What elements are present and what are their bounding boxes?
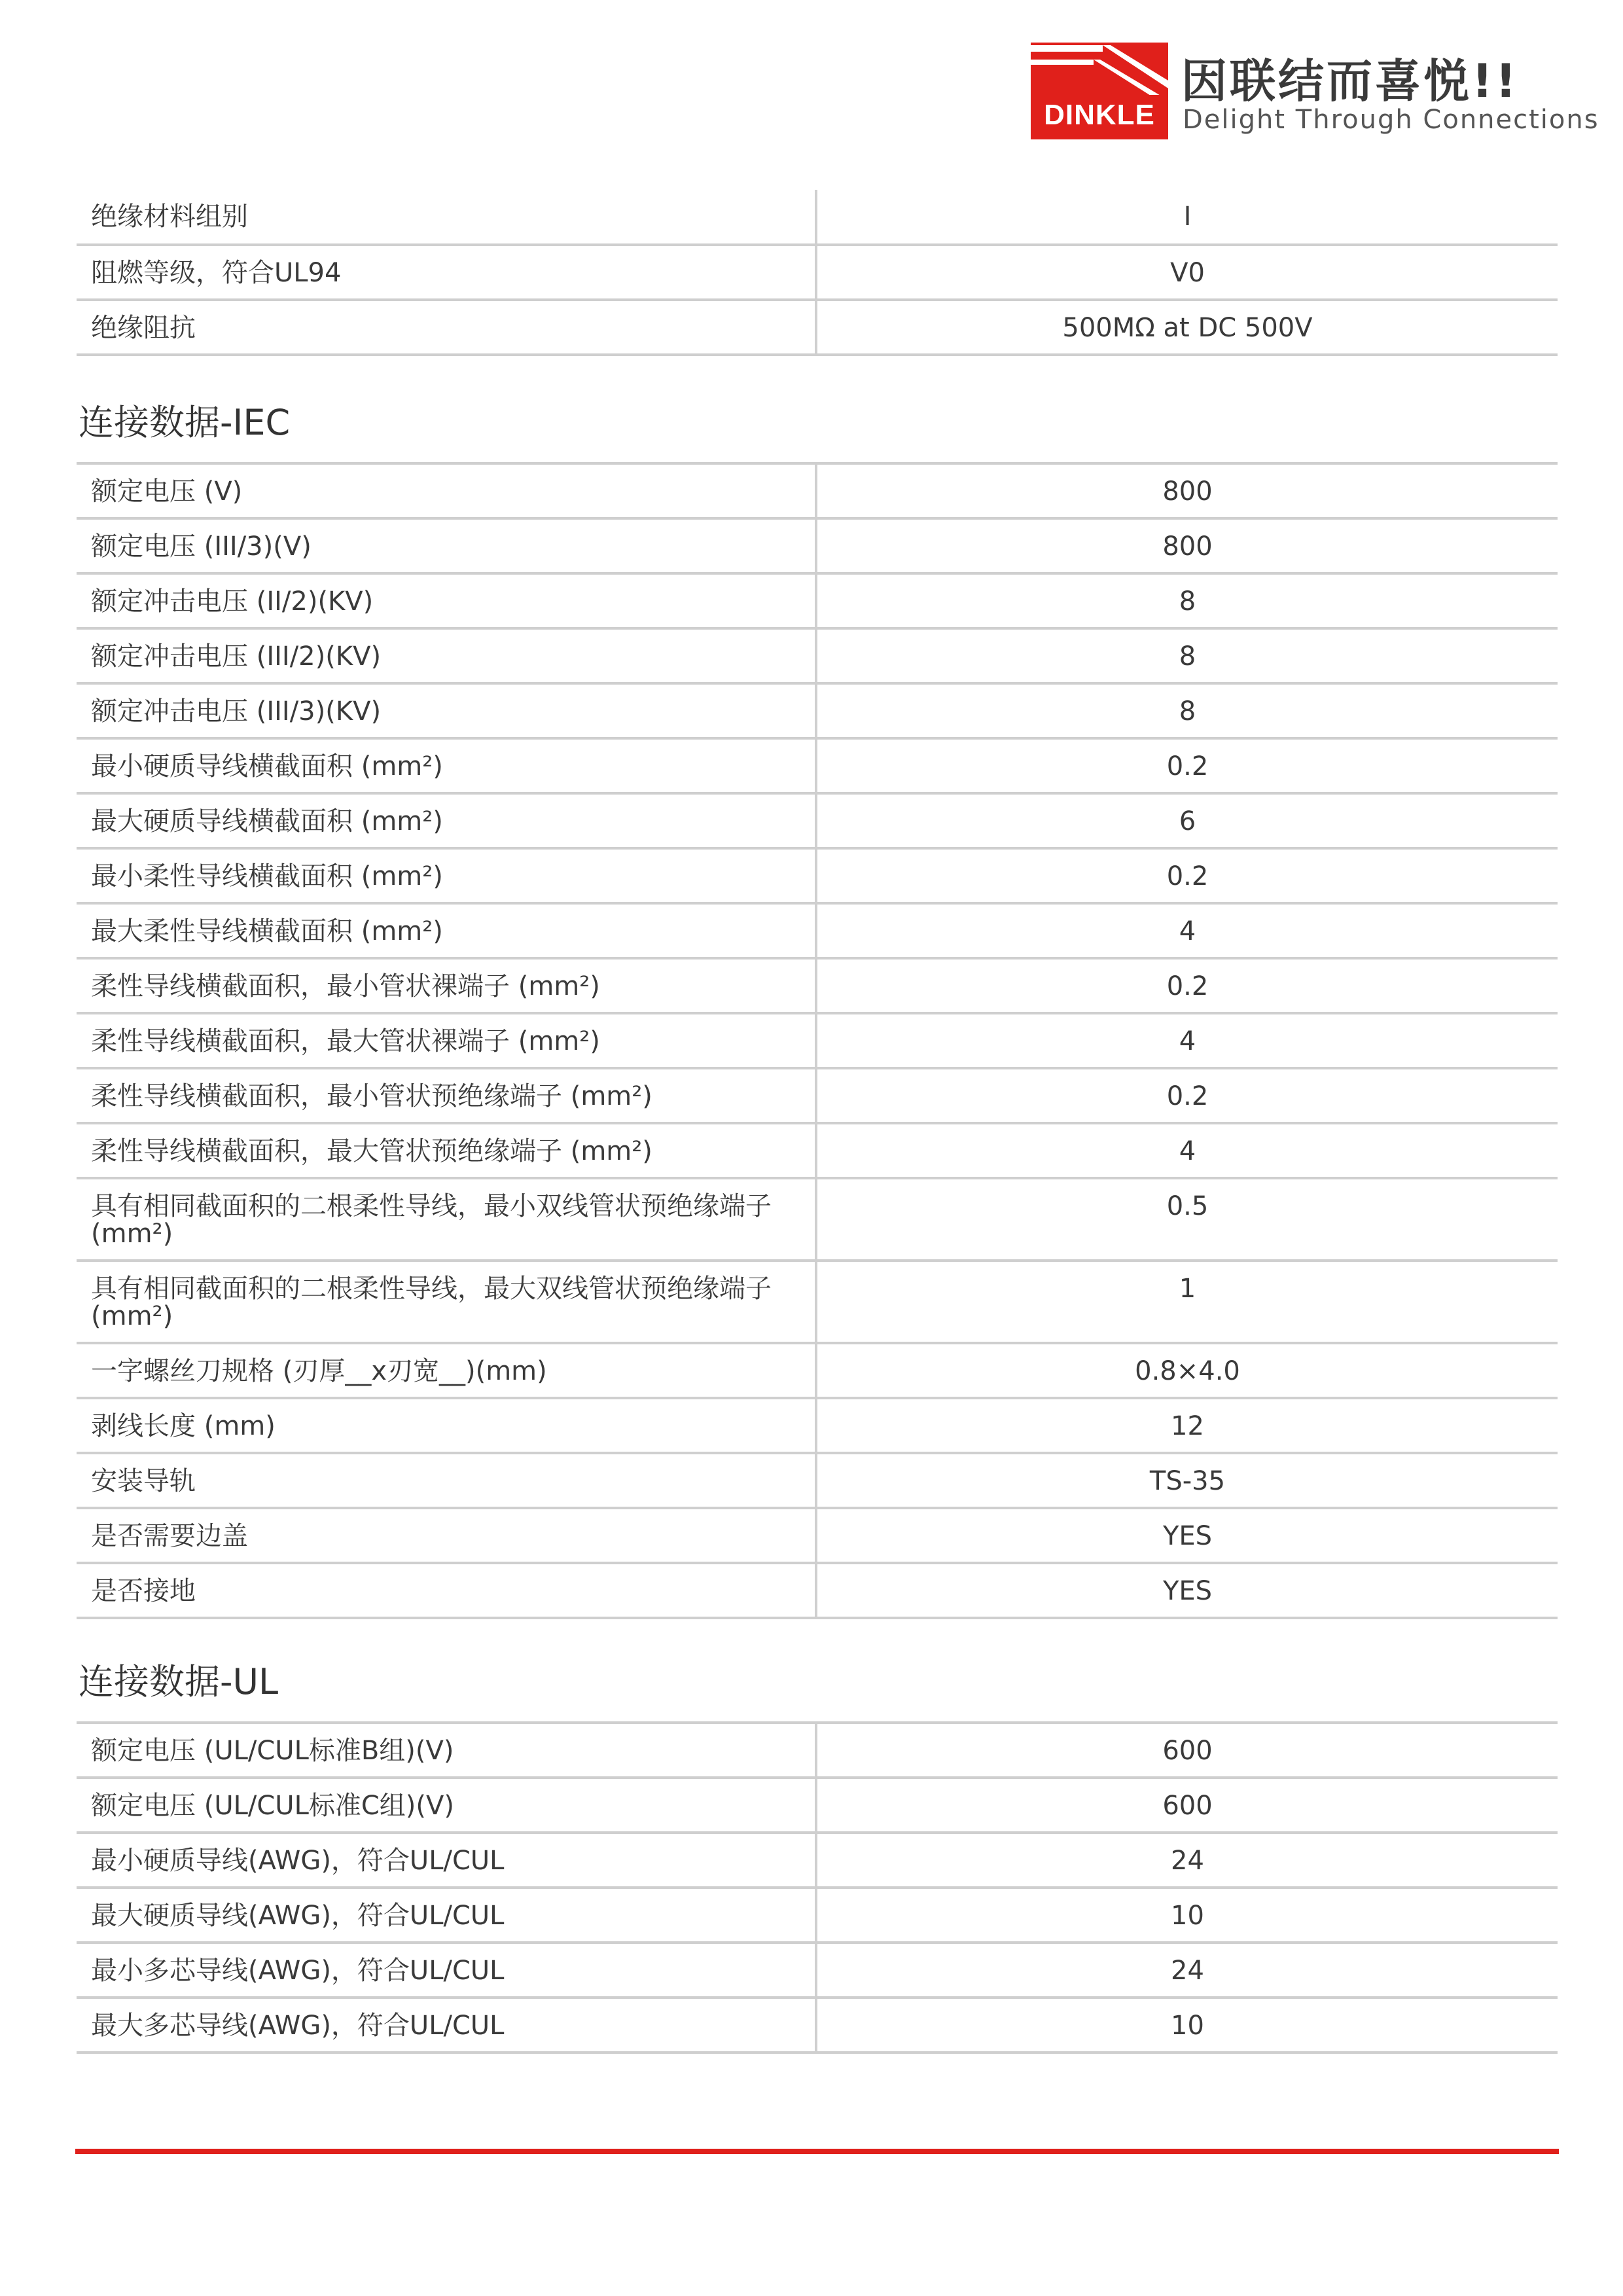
spec-value: 8 bbox=[816, 628, 1558, 683]
table-row bbox=[77, 1563, 1558, 1618]
table-row bbox=[77, 1013, 1558, 1068]
spec-label: 柔性导线横截面积，最小管状预绝缘端子 (mm²) bbox=[77, 1068, 816, 1123]
spec-value: V0 bbox=[816, 245, 1558, 300]
spec-label: 一字螺丝刀规格 (刃厚__x刃宽__)(mm) bbox=[77, 1343, 816, 1398]
logo-stripes-icon bbox=[1031, 43, 1168, 95]
table-row bbox=[77, 1723, 1558, 1778]
table-row bbox=[77, 1508, 1558, 1563]
spec-label: 绝缘阻抗 bbox=[77, 300, 816, 355]
spec-value: 4 bbox=[816, 1013, 1558, 1068]
spec-value: 6 bbox=[816, 793, 1558, 848]
spec-label: 额定冲击电压 (II/2)(KV) bbox=[77, 573, 816, 628]
spec-label: 阻燃等级，符合UL94 bbox=[77, 245, 816, 300]
spec-value: 0.2 bbox=[816, 848, 1558, 903]
spec-value: TS-35 bbox=[816, 1453, 1558, 1508]
spec-label: 是否接地 bbox=[77, 1563, 816, 1618]
spec-label: 安装导轨 bbox=[77, 1453, 816, 1508]
spec-value: 4 bbox=[816, 1123, 1558, 1178]
table-row bbox=[77, 573, 1558, 628]
footer-divider bbox=[75, 2149, 1559, 2154]
spec-label: 最大硬质导线横截面积 (mm²) bbox=[77, 793, 816, 848]
slogan-chinese: 因联结而喜悦!! bbox=[1181, 54, 1519, 108]
spec-label: 额定冲击电压 (III/2)(KV) bbox=[77, 628, 816, 683]
spec-value: 4 bbox=[816, 903, 1558, 958]
spec-value: 0.5 bbox=[816, 1178, 1558, 1261]
table-row bbox=[77, 190, 1558, 245]
spec-value: I bbox=[816, 190, 1558, 245]
spec-label: 具有相同截面积的二根柔性导线，最小双线管状预绝缘端子 (mm²) bbox=[77, 1178, 816, 1261]
spec-value: 500MΩ at DC 500V bbox=[816, 300, 1558, 355]
table-row bbox=[77, 793, 1558, 848]
table-row bbox=[77, 1778, 1558, 1833]
spec-label: 额定电压 (UL/CUL标准B组)(V) bbox=[77, 1723, 816, 1778]
table-row bbox=[77, 628, 1558, 683]
table-row bbox=[77, 848, 1558, 903]
section-title-ul: 连接数据-UL bbox=[79, 1661, 279, 1702]
spec-value: 8 bbox=[816, 683, 1558, 738]
table-row bbox=[77, 518, 1558, 573]
table-row bbox=[77, 1888, 1558, 1943]
spec-value: 600 bbox=[816, 1723, 1558, 1778]
spec-value: 8 bbox=[816, 573, 1558, 628]
section-title-iec: 连接数据-IEC bbox=[79, 402, 291, 443]
table-row bbox=[77, 1343, 1558, 1398]
material-spec-table bbox=[77, 190, 1558, 356]
spec-value: YES bbox=[816, 1563, 1558, 1618]
ul-spec-table bbox=[77, 1721, 1558, 2054]
spec-value: 10 bbox=[816, 1998, 1558, 2053]
spec-value: 12 bbox=[816, 1398, 1558, 1453]
spec-value: 800 bbox=[816, 463, 1558, 518]
spec-label: 是否需要边盖 bbox=[77, 1508, 816, 1563]
spec-value: 0.2 bbox=[816, 958, 1558, 1013]
table-row bbox=[77, 245, 1558, 300]
table-row bbox=[77, 1453, 1558, 1508]
slogan-english: Delight Through Connections bbox=[1183, 105, 1599, 135]
table-row bbox=[77, 1178, 1558, 1261]
spec-value: 24 bbox=[816, 1943, 1558, 1998]
spec-label: 最大硬质导线(AWG)，符合UL/CUL bbox=[77, 1888, 816, 1943]
table-row bbox=[77, 1068, 1558, 1123]
table-row bbox=[77, 738, 1558, 793]
spec-label: 最小多芯导线(AWG)，符合UL/CUL bbox=[77, 1943, 816, 1998]
spec-label: 额定冲击电压 (III/3)(KV) bbox=[77, 683, 816, 738]
iec-spec-table bbox=[77, 462, 1558, 1619]
spec-label: 额定电压 (V) bbox=[77, 463, 816, 518]
spec-value: 0.2 bbox=[816, 738, 1558, 793]
brand-logo bbox=[1031, 39, 1599, 144]
spec-label: 最大柔性导线横截面积 (mm²) bbox=[77, 903, 816, 958]
table-row bbox=[77, 1833, 1558, 1888]
spec-label: 柔性导线横截面积，最大管状预绝缘端子 (mm²) bbox=[77, 1123, 816, 1178]
table-row bbox=[77, 903, 1558, 958]
spec-label: 柔性导线横截面积，最大管状裸端子 (mm²) bbox=[77, 1013, 816, 1068]
spec-label: 额定电压 (UL/CUL标准C组)(V) bbox=[77, 1778, 816, 1833]
spec-value: 0.2 bbox=[816, 1068, 1558, 1123]
table-row bbox=[77, 958, 1558, 1013]
spec-value: 1 bbox=[816, 1261, 1558, 1343]
table-row bbox=[77, 1261, 1558, 1343]
dinkle-logo-icon bbox=[1031, 43, 1168, 139]
table-row bbox=[77, 1943, 1558, 1998]
spec-value: 24 bbox=[816, 1833, 1558, 1888]
table-row bbox=[77, 1123, 1558, 1178]
spec-label: 最大多芯导线(AWG)，符合UL/CUL bbox=[77, 1998, 816, 2053]
spec-label: 最小柔性导线横截面积 (mm²) bbox=[77, 848, 816, 903]
spec-label: 柔性导线横截面积，最小管状裸端子 (mm²) bbox=[77, 958, 816, 1013]
spec-value: 10 bbox=[816, 1888, 1558, 1943]
logo-wordmark: DINKLE bbox=[1044, 99, 1155, 131]
spec-value: 600 bbox=[816, 1778, 1558, 1833]
table-row bbox=[77, 463, 1558, 518]
table-row bbox=[77, 300, 1558, 355]
spec-label: 剥线长度 (mm) bbox=[77, 1398, 816, 1453]
table-row bbox=[77, 683, 1558, 738]
table-row bbox=[77, 1998, 1558, 2053]
table-row bbox=[77, 1398, 1558, 1453]
spec-value: 800 bbox=[816, 518, 1558, 573]
spec-value: 0.8×4.0 bbox=[816, 1343, 1558, 1398]
spec-label: 额定电压 (III/3)(V) bbox=[77, 518, 816, 573]
spec-label: 具有相同截面积的二根柔性导线，最大双线管状预绝缘端子 (mm²) bbox=[77, 1261, 816, 1343]
spec-label: 最小硬质导线横截面积 (mm²) bbox=[77, 738, 816, 793]
spec-label: 最小硬质导线(AWG)，符合UL/CUL bbox=[77, 1833, 816, 1888]
spec-label: 绝缘材料组别 bbox=[77, 190, 816, 245]
spec-value: YES bbox=[816, 1508, 1558, 1563]
